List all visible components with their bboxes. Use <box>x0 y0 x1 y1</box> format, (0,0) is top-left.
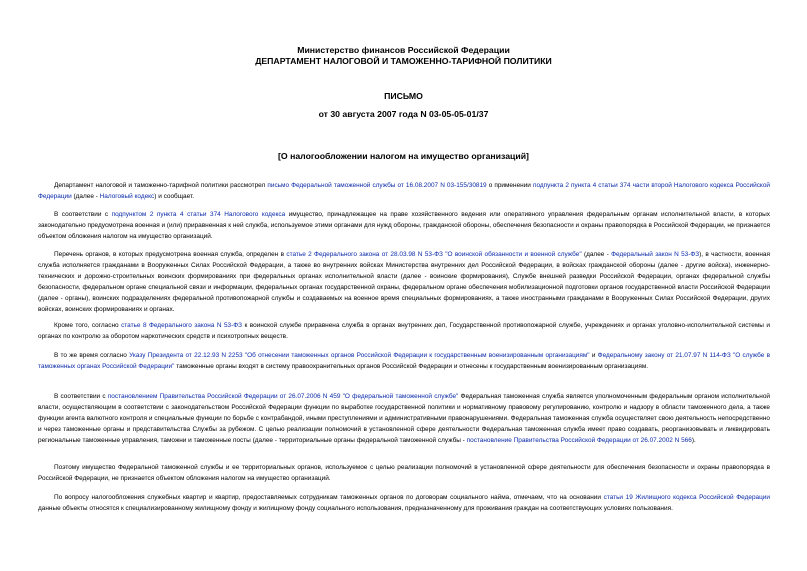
text: ). <box>691 437 696 445</box>
paragraph-3 <box>38 249 770 316</box>
link-tax-code-article-374[interactable]: подпункта 2 пункта 4 статьи 374 части второй Налогового кодекса Российской Федерации <box>38 182 770 201</box>
link-federal-law-53fz-article-8[interactable]: статье 8 Федерального закона N 53-ФЗ <box>121 322 243 329</box>
link-fts-letter[interactable]: письмо Федеральной таможенной службы от 16.08.2007 N 03-155/30819 <box>267 182 487 189</box>
text: В соответствии с <box>54 393 108 400</box>
paragraph-6 <box>38 391 770 446</box>
text: По вопросу налогообложения служебных квартир и квартир, предоставляемых сотрудникам таможенных органов по договорам социального найма, отмечаем, что на основании <box>54 494 604 501</box>
link-government-resolution-459[interactable]: постановлением Правительства Российской Федерации от 26.07.2006 N 459 "О федеральной таможенной службе" <box>107 393 459 400</box>
text: Кроме того, согласно <box>54 322 122 329</box>
link-housing-code-article-19[interactable]: статьи 19 Жилищного кодекса Российской Федерации <box>603 494 770 501</box>
paragraph-7 <box>38 462 770 484</box>
text: о применении <box>486 182 533 189</box>
link-presidential-decree-2253[interactable]: Указу Президента от 22.12.93 N 2253 "Об отнесении таможенных органов Российской Федерации к государственным военизированным организациям" <box>129 352 590 359</box>
link-tax-code-subclause[interactable]: подпунктом 2 пункта 4 статьи 374 Налогового кодекса <box>111 211 286 218</box>
text: Перечень органов, в которых предусмотрена военная служба, определен в <box>54 251 287 258</box>
text: (далее - <box>581 251 612 258</box>
text: Поэтому имущество Федеральной таможенной службы и ее территориальных органов, используемое с целью реализации полномочий в установленной сфере деятельности для обеспечения безопасности и охраны правопорядка в Российской Федерации, не признается объектом обложения налогом на имущество организаций. <box>38 464 770 483</box>
paragraph-1 <box>38 180 770 202</box>
department-name: ДЕПАРТАМЕНТ НАЛОГОВОЙ И ТАМОЖЕННО-ТАРИФНОЙ ПОЛИТИКИ <box>255 56 552 66</box>
paragraph-8 <box>38 492 770 514</box>
paragraph-4 <box>38 320 770 342</box>
paragraph-5 <box>38 350 770 372</box>
document-subject: [О налогообложении налогом на имущество организаций] <box>278 151 529 161</box>
text: к воинской службе приравнена служба в органах внутренних дел, Государственной противопожарной службе, учреждениях и органах уголовно-исполнительной системы и органах по контролю за оборотом наркотических средств и психотропных веществ. <box>38 322 770 341</box>
text: имущество, принадлежащее на праве хозяйственного ведения или оперативного управления федеральным органам исполнительной власти, в которых законодательно предусмотрена военная и (или) приравненная к ней служба, используемое этими органами для нужд обороны, гражданской обороны, обеспечения безопасности и охраны правопорядка в Российской Федерации, не признается объектом обложения налогом на имущество организаций. <box>38 211 770 241</box>
link-federal-law-53fz[interactable]: Федеральный закон N 53-ФЗ <box>611 251 700 258</box>
link-federal-law-53fz-article-2[interactable]: статье 2 Федерального закона от 28.03.98 N 53-ФЗ "О воинской обязанности и военной службе" <box>286 251 582 258</box>
text: В то же время согласно <box>54 352 130 359</box>
text: и <box>589 352 598 359</box>
text: (далее - <box>71 193 100 201</box>
text: данные объекты относятся к специализированному жилищному фонду и жилищному фонду социального использования, предназначенному для проживания граждан на соответствующих условиях пользования. <box>38 505 673 513</box>
link-federal-law-114fz[interactable]: Федеральному закону от 21.07.97 N 114-ФЗ "О службе в таможенных органах Российской Федерации" <box>38 352 770 371</box>
document-type: ПИСЬМО <box>384 91 423 101</box>
ministry-name: Министерство финансов Российской Федерации <box>297 45 510 55</box>
link-tax-code[interactable]: Налоговый кодекс <box>99 193 155 201</box>
document-date-number: от 30 августа 2007 года N 03-05-05-01/37 <box>318 109 489 119</box>
text: ) и сообщает. <box>154 193 195 201</box>
text: Департамент налоговой и таможенно-тарифной политики рассмотрел <box>54 182 268 189</box>
text: В соответствии с <box>54 211 112 218</box>
text: таможенные органы входят в систему правоохранительных органов Российской Федерации и отнесены к государственным военизированным организациям. <box>174 363 649 371</box>
text: ), в частности, военная служба исполняется гражданами в Вооруженных Силах Российской Федерации, а также во внутренних войсках Министерства внутренних дел Российской Федерации, в войсках гражданской обороны (далее - другие войска), инженерно-технических и дорожно-строительных воинских формированиях при федеральных органах исполнительной власти (далее - воинские формирования), Службе внешней разведки Российской Федерации, органах федеральной службы безопасности, федеральном органе специальной связи и информации, федеральных органах государственной охраны, федеральном органе обеспечения мобилизационной подготовки органов государственной власти Российской Федерации (далее - органы), воинских подразделениях федеральной противопожарной службы и создаваемых на военное время специальных формированиях, а также иностранными гражданами в Вооруженных Силах Российской Федерации, других войсках, воинских формированиях и органах. <box>38 251 770 314</box>
link-government-resolution-566[interactable]: постановление Правительства Российской Федерации от 26.07.2002 N 566 <box>466 437 692 445</box>
paragraph-2 <box>38 209 770 242</box>
text: Федеральная таможенная служба является уполномоченным федеральным органом исполнительной власти, осуществляющим в соответствии с законодательством Российской Федерации функции по выработке государственной политики и нормативному правовому регулированию, контролю и надзору в области таможенного дела, а также функции агента валютного контроля и специальные функции по борьбе с контрабандой, иными преступлениями и административными правонарушениями. Федеральная таможенная служба осуществляет свою деятельность непосредственно и через таможенные органы и представительства Службы за рубежом. С целью реализации полномочий в установленной сфере деятельности Федеральная таможенная служба имеет право создавать, реорганизовывать и ликвидировать региональные таможенные управления, таможни и таможенные посты (далее - территориальные органы федеральной таможенной службы - <box>38 393 770 445</box>
